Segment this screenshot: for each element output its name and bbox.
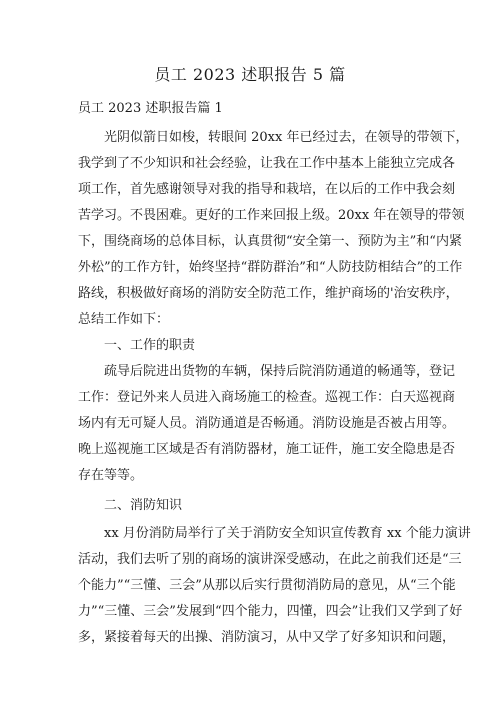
- paragraph-line: 存在等等。: [78, 468, 144, 483]
- paragraph-line: xx 月份消防局举行了关于消防安全知识宣传教育 xx 个能力演讲: [104, 526, 471, 541]
- paragraph-line: 路线，积极做好商场的消防安全防范工作，维护商场的'治安秩序，: [78, 286, 459, 301]
- paragraph-line: 外松”的工作方针，始终坚持“群防群治”和“人防技防相结合”的工作: [78, 260, 463, 275]
- paragraph-line: 光阴似箭日如梭，转眼间 20xx 年已经过去，在领导的带领下，: [104, 130, 469, 145]
- document-subtitle: 员工 2023 述职报告篇 1: [78, 101, 223, 116]
- paragraph-line: 个能力”“三懂、三会”从那以后实行贯彻消防局的意见，从“三个能: [78, 578, 456, 593]
- section-heading-fire-knowledge: 二、消防知识: [104, 498, 183, 513]
- section-heading-duties: 一、工作的职责: [104, 338, 196, 353]
- paragraph-line: 总结工作如下：: [78, 312, 170, 327]
- paragraph-line: 活动，我们去听了别的商场的演讲深受感动，在此之前我们还是“三: [78, 552, 462, 567]
- paragraph-line: 下，围绕商场的总体目标，认真贯彻“安全第一、预防为主”和“内紧: [78, 234, 462, 249]
- paragraph-line: 晚上巡视施工区域是否有消防器材，施工证件，施工安全隐患是否: [78, 442, 456, 457]
- paragraph-line: 工作：登记外来人员进入商场施工的检查。巡视工作：白天巡视商: [78, 390, 456, 405]
- paragraph-line: 多，紧接着每天的出操、消防演习，从中又学了好多知识和问题，: [78, 630, 456, 645]
- paragraph-line: 苦学习。不畏困难。更好的工作来回报上级。20xx 年在领导的带领: [78, 208, 465, 223]
- paragraph-line: 我学到了不少知识和社会经验，让我在工作中基本上能独立完成各: [78, 156, 456, 171]
- paragraph-line: 项工作，首先感谢领导对我的指导和栽培，在以后的工作中我会刻: [78, 182, 456, 197]
- paragraph-line: 力”“三懂、三会”发展到“四个能力，四懂，四会”让我们又学到了好: [78, 604, 463, 619]
- paragraph-line: 场内有无可疑人员。消防通道是否畅通。消防设施是否被占用等。: [78, 416, 456, 431]
- document-title: 员工 2023 述职报告 5 篇: [154, 65, 346, 84]
- paragraph-line: 疏导后院进出货物的车辆，保持后院消防通道的畅通等，登记: [104, 364, 456, 379]
